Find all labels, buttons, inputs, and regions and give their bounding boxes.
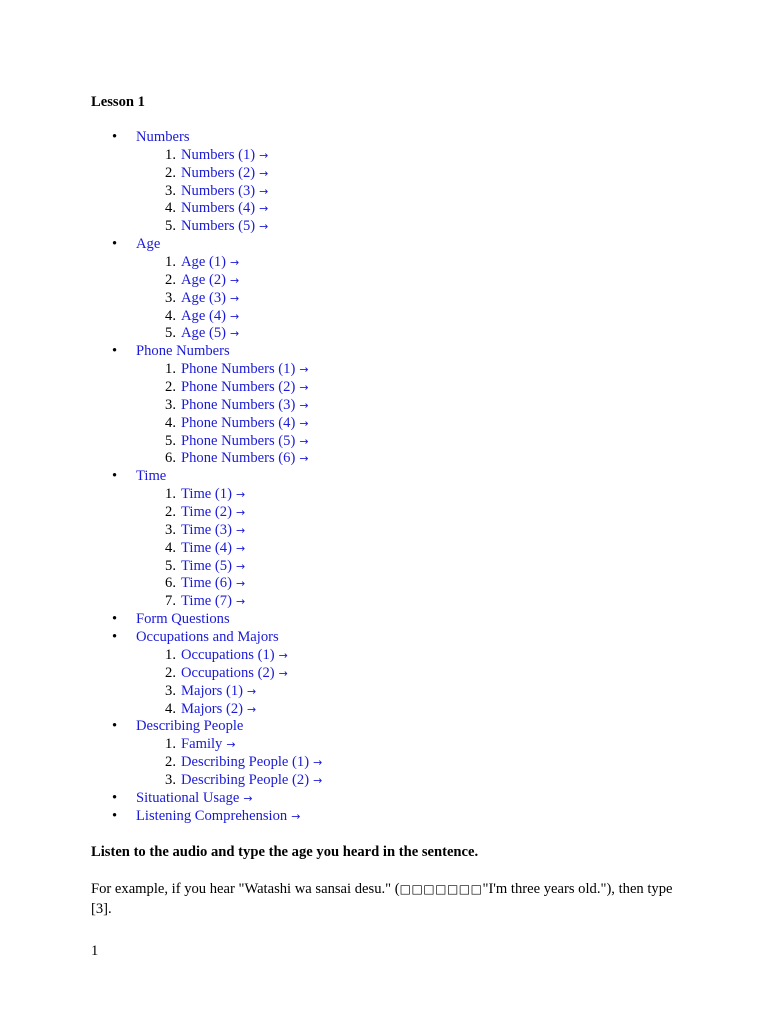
topic-item <box>91 629 731 718</box>
subtopic-item <box>136 772 731 790</box>
subtopic-number: 2. <box>165 504 176 521</box>
subtopic-link[interactable]: Numbers (3) <box>181 182 256 199</box>
arrow-right-icon[interactable]: → <box>278 648 288 662</box>
subtopic-link[interactable]: Time (2) <box>181 504 232 521</box>
arrow-right-icon[interactable]: → <box>226 738 236 752</box>
subtopic-item <box>136 183 731 201</box>
example-text-end: "I'm three years old."), then type [3]. <box>91 881 673 917</box>
arrow-right-icon[interactable]: → <box>235 577 246 591</box>
subtopic-item <box>136 290 731 308</box>
subtopic-number: 5. <box>165 557 176 574</box>
subtopic-item <box>136 218 731 236</box>
subtopic-number: 2. <box>165 271 176 288</box>
example-text-start: For example, if you hear "Watashi wa sansai desu." ( <box>91 881 400 897</box>
subtopic-link[interactable]: Numbers (4) <box>181 200 256 217</box>
subtopic-number: 3. <box>165 182 176 199</box>
arrow-right-icon[interactable]: → <box>299 381 309 395</box>
subtopic-link[interactable]: Age (1) <box>181 254 226 271</box>
arrow-right-icon[interactable]: → <box>243 791 253 805</box>
subtopic-number: 2. <box>165 754 176 771</box>
subtopic-item <box>136 433 731 451</box>
subtopic-item <box>136 522 731 540</box>
arrow-right-icon[interactable]: → <box>247 702 257 716</box>
subtopic-link[interactable]: Phone Numbers (2) <box>181 379 296 396</box>
subtopic-item <box>136 647 731 665</box>
subtopic-item <box>136 736 731 754</box>
subtopic-list <box>136 254 731 343</box>
subtopic-item <box>136 593 731 611</box>
subtopic-link[interactable]: Numbers (2) <box>181 164 256 181</box>
subtopic-number: 1. <box>165 736 176 753</box>
subtopic-number: 1. <box>165 254 176 271</box>
subtopic-number: 4. <box>165 200 176 217</box>
subtopic-number: 6. <box>165 575 176 592</box>
subtopic-link[interactable]: Age (3) <box>181 289 226 306</box>
subtopic-link[interactable]: Numbers (1) <box>181 146 256 163</box>
subtopic-link[interactable]: Time (1) <box>181 486 232 503</box>
arrow-right-icon[interactable]: → <box>247 684 257 698</box>
subtopic-link[interactable]: Majors (2) <box>181 700 244 717</box>
subtopic-number: 7. <box>165 593 176 610</box>
subtopic-link[interactable]: Phone Numbers (1) <box>181 361 296 378</box>
subtopic-number: 2. <box>165 164 176 181</box>
subtopic-item <box>136 147 731 165</box>
subtopic-list <box>136 361 731 468</box>
topic-list <box>91 129 731 826</box>
arrow-right-icon[interactable]: → <box>313 756 323 770</box>
subtopic-number: 2. <box>165 379 176 396</box>
topic-link[interactable]: Phone Numbers <box>136 343 230 360</box>
topic-item <box>91 129 731 236</box>
topic-item <box>91 790 731 808</box>
subtopic-item <box>136 701 731 719</box>
arrow-right-icon[interactable]: → <box>229 291 240 305</box>
subtopic-item <box>136 200 731 218</box>
subtopic-list <box>136 486 731 611</box>
subtopic-item <box>136 361 731 379</box>
topic-item <box>91 343 731 468</box>
page-number: 1 <box>91 943 99 959</box>
arrow-right-icon[interactable]: → <box>259 220 269 234</box>
subtopic-link[interactable]: Age (2) <box>181 271 226 288</box>
arrow-right-icon[interactable]: → <box>229 273 240 287</box>
subtopic-list <box>136 647 731 718</box>
subtopic-link[interactable]: Describing People (2) <box>181 771 310 788</box>
arrow-right-icon[interactable]: → <box>259 148 269 162</box>
topic-link[interactable]: Form Questions <box>136 611 230 628</box>
subtopic-item <box>136 683 731 701</box>
arrow-right-icon[interactable]: → <box>291 809 301 823</box>
subtopic-link[interactable]: Phone Numbers (4) <box>181 414 296 431</box>
subtopic-item <box>136 272 731 290</box>
arrow-right-icon[interactable]: → <box>259 202 269 216</box>
subtopic-item <box>136 754 731 772</box>
topic-link[interactable]: Listening Comprehension <box>136 807 288 824</box>
subtopic-number: 6. <box>165 450 176 467</box>
subtopic-number: 1. <box>165 361 176 378</box>
arrow-right-icon[interactable]: → <box>313 773 323 787</box>
subtopic-link[interactable]: Age (5) <box>181 325 226 342</box>
subtopic-item <box>136 486 731 504</box>
topic-item <box>91 236 731 343</box>
arrow-right-icon[interactable]: → <box>229 309 240 323</box>
arrow-right-icon[interactable]: → <box>235 595 246 609</box>
subtopic-link[interactable]: Family <box>181 736 223 753</box>
topic-item <box>91 611 731 629</box>
subtopic-number: 5. <box>165 325 176 342</box>
subtopic-link[interactable]: Time (3) <box>181 521 232 538</box>
subtopic-number: 4. <box>165 307 176 324</box>
arrow-right-icon[interactable]: → <box>259 166 269 180</box>
subtopic-number: 4. <box>165 539 176 556</box>
topic-link[interactable]: Time <box>136 468 167 485</box>
lesson-title: Lesson 1 <box>91 94 145 110</box>
arrow-right-icon[interactable]: → <box>235 506 246 520</box>
subtopic-number: 1. <box>165 146 176 163</box>
arrow-right-icon[interactable]: → <box>299 452 309 466</box>
arrow-right-icon[interactable]: → <box>235 541 246 555</box>
subtopic-number: 4. <box>165 700 176 717</box>
subtopic-link[interactable]: Occupations (1) <box>181 646 275 663</box>
subtopic-link[interactable]: Phone Numbers (5) <box>181 432 296 449</box>
subtopic-item <box>136 665 731 683</box>
subtopic-link[interactable]: Phone Numbers (3) <box>181 396 296 413</box>
subtopic-number: 4. <box>165 414 176 431</box>
arrow-right-icon[interactable]: → <box>235 523 246 537</box>
lesson-table-of-contents <box>91 129 731 826</box>
arrow-right-icon[interactable]: → <box>278 666 288 680</box>
subtopic-number: 3. <box>165 682 176 699</box>
subtopic-item <box>136 415 731 433</box>
subtopic-number: 5. <box>165 218 176 235</box>
arrow-right-icon[interactable]: → <box>299 416 309 430</box>
topic-item <box>91 718 731 789</box>
subtopic-item <box>136 558 731 576</box>
arrow-right-icon[interactable]: → <box>299 434 309 448</box>
subtopic-link[interactable]: Time (7) <box>181 593 232 610</box>
subtopic-link[interactable]: Age (4) <box>181 307 226 324</box>
topic-item <box>91 468 731 611</box>
subtopic-link[interactable]: Numbers (5) <box>181 218 256 235</box>
instruction-heading: Listen to the audio and type the age you heard in the sentence. <box>91 844 479 860</box>
subtopic-link[interactable]: Majors (1) <box>181 682 244 699</box>
subtopic-item <box>136 504 731 522</box>
subtopic-link[interactable]: Time (6) <box>181 575 232 592</box>
subtopic-number: 3. <box>165 289 176 306</box>
subtopic-link[interactable]: Time (5) <box>181 557 232 574</box>
arrow-right-icon[interactable]: → <box>229 327 240 341</box>
subtopic-number: 3. <box>165 521 176 538</box>
arrow-right-icon[interactable]: → <box>229 256 240 270</box>
topic-link[interactable]: Describing People <box>136 718 244 735</box>
arrow-right-icon[interactable]: → <box>259 184 269 198</box>
subtopic-item <box>136 397 731 415</box>
subtopic-link[interactable]: Time (4) <box>181 539 232 556</box>
subtopic-item <box>136 308 731 326</box>
subtopic-item <box>136 254 731 272</box>
japanese-text-placeholder: □□□□□□□ <box>399 882 483 896</box>
subtopic-number: 1. <box>165 486 176 503</box>
subtopic-link[interactable]: Describing People (1) <box>181 754 310 771</box>
topic-link[interactable]: Occupations and Majors <box>136 629 279 646</box>
subtopic-number: 5. <box>165 432 176 449</box>
subtopic-item <box>136 379 731 397</box>
subtopic-item <box>136 540 731 558</box>
subtopic-number: 1. <box>165 646 176 663</box>
subtopic-item <box>136 450 731 468</box>
subtopic-item <box>136 325 731 343</box>
arrow-right-icon[interactable]: → <box>299 398 309 412</box>
topic-link[interactable]: Situational Usage <box>136 789 240 806</box>
topic-link[interactable]: Numbers <box>136 129 190 145</box>
example-paragraph <box>91 879 691 919</box>
subtopic-item <box>136 575 731 593</box>
subtopic-number: 2. <box>165 664 176 681</box>
subtopic-number: 3. <box>165 396 176 413</box>
topic-link[interactable]: Age <box>136 236 161 253</box>
topic-item <box>91 808 731 826</box>
arrow-right-icon[interactable]: → <box>235 488 246 502</box>
subtopic-list <box>136 736 731 790</box>
arrow-right-icon[interactable]: → <box>299 363 309 377</box>
subtopic-item <box>136 165 731 183</box>
subtopic-link[interactable]: Phone Numbers (6) <box>181 450 296 467</box>
arrow-right-icon[interactable]: → <box>235 559 246 573</box>
subtopic-number: 3. <box>165 771 176 788</box>
subtopic-list <box>136 147 731 236</box>
subtopic-link[interactable]: Occupations (2) <box>181 664 275 681</box>
